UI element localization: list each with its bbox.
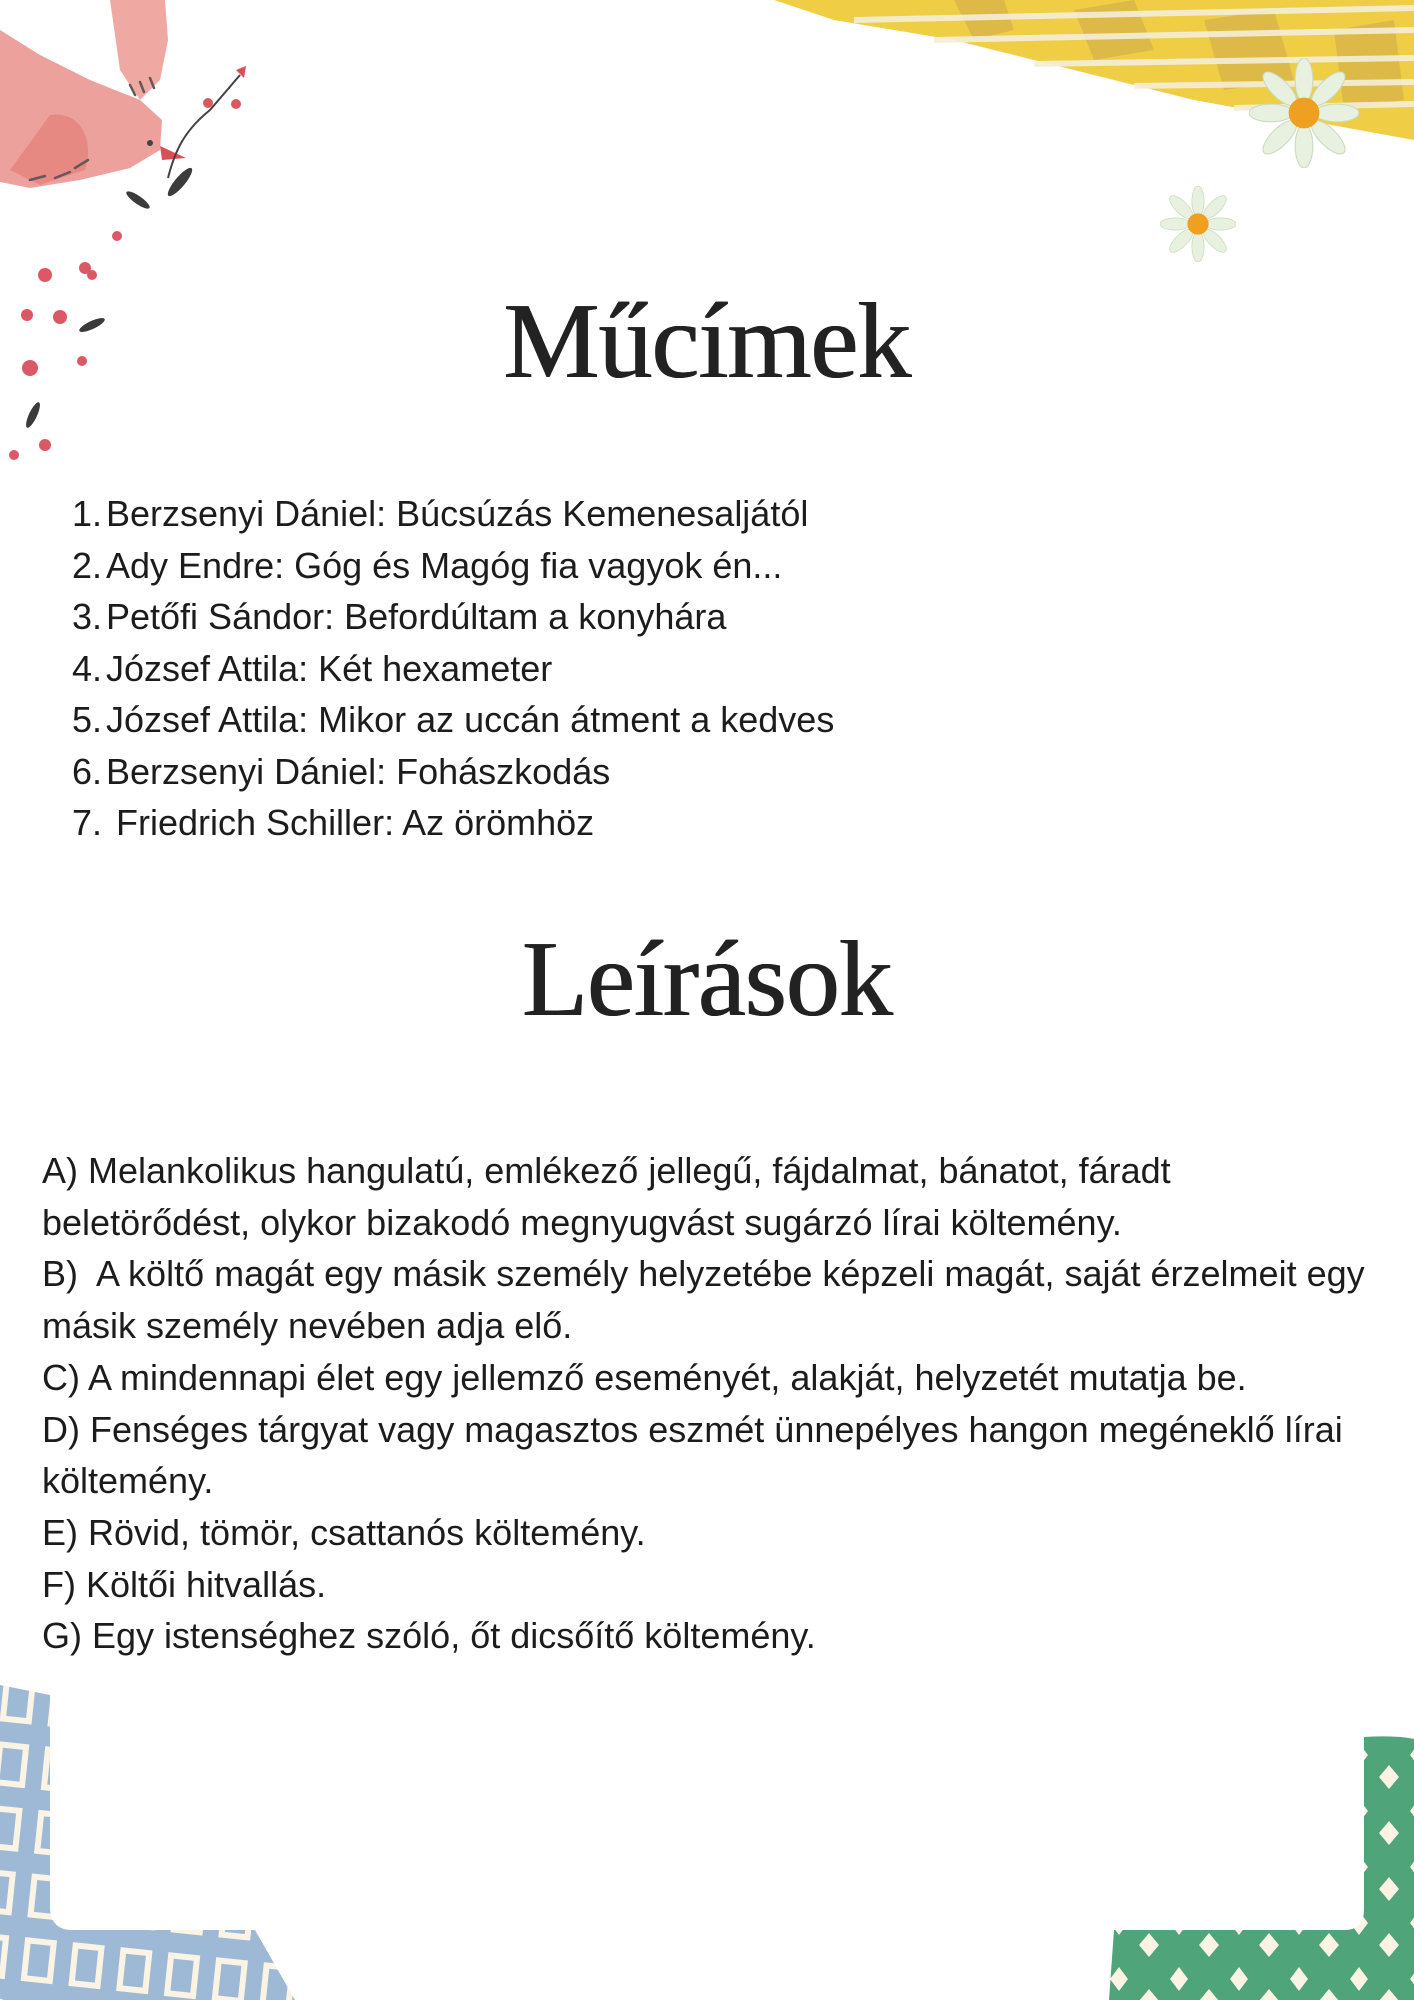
section-title-descriptions: Leírások (522, 920, 892, 1039)
list-item-text: Petőfi Sándor: Befordúltam a konyhára (106, 596, 727, 637)
daisy-icon (1160, 186, 1236, 262)
green-spotted-pattern (1104, 1735, 1414, 2000)
list-item (72, 797, 834, 849)
list-number: 3. (72, 596, 103, 637)
list-number: 6. (72, 750, 103, 792)
blue-square-pattern (0, 1670, 300, 2000)
daisy-icon (1249, 58, 1359, 168)
list-item (72, 746, 834, 798)
list-item (72, 591, 834, 643)
list-item (72, 694, 834, 746)
list-item-text: Ady Endre: Góg és Magóg fia vagyok én... (106, 544, 783, 586)
list-item (72, 643, 834, 695)
description-item: E) Rövid, tömör, csattanós költemény. (42, 1511, 646, 1553)
list-number: 2. (72, 544, 103, 586)
descriptions-block (42, 1145, 1382, 1662)
list-number: 7. (72, 802, 103, 843)
list-item (72, 488, 834, 540)
list-item-text: Berzsenyi Dániel: Búcsúzás Kemenesaljától (106, 493, 809, 534)
list-number: 4. (72, 647, 103, 689)
description-item: C) A mindennapi élet egy jellemző eseményét, alakját, helyzetét mutatja be. (42, 1356, 1247, 1398)
works-list (72, 488, 834, 849)
description-item: G) Egy istenséghez szóló, őt dicsőítő költemény. (42, 1615, 816, 1657)
description-item: A) Melankolikus hangulatú, emlékező jellegű, fájdalmat, bánatot, fáradt beletörődést, olykor bizakodó megnyugvást sugárzó lírai költemény. (42, 1150, 1171, 1243)
list-item-text: József Attila: Mikor az uccán átment a kedves (106, 699, 835, 740)
list-item-text: József Attila: Két hexameter (106, 647, 553, 689)
description-item: B) A költő magát egy másik személy helyzetébe képzeli magát, saját érzelmeit egy másik személy nevében adja elő. (42, 1253, 1375, 1347)
description-item: F) Költői hitvallás. (42, 1563, 327, 1605)
list-number: 1. (72, 493, 103, 534)
description-item: D) Fenséges tárgyat vagy magasztos eszmét ünnepélyes hangon megéneklő lírai költemény. (42, 1408, 1343, 1502)
list-item (72, 540, 834, 592)
list-number: 5. (72, 699, 103, 740)
page-title-works: Műcímek (503, 282, 911, 401)
list-item-text: Berzsenyi Dániel: Fohászkodás (106, 750, 611, 792)
list-item-text: Friedrich Schiller: Az örömhöz (116, 802, 595, 843)
